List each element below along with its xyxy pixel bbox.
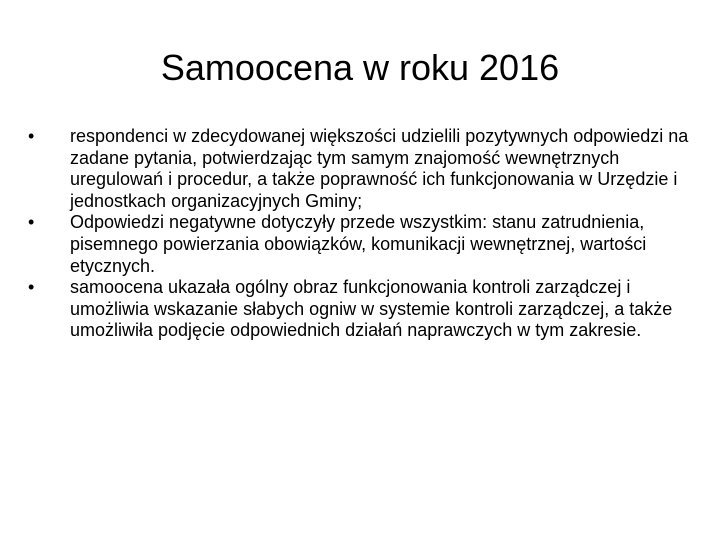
bullet-text-3: samoocena ukazała ogólny obraz funkcjonowania kontroli zarządczej i umożliwia wskazanie słabych ogniw w systemie kontroli zarządczej, a także umożliwiła podjęcie odpowiednich działań naprawczych w tym zakresie. [70, 277, 673, 341]
bullet-marker: • [28, 212, 35, 233]
bullet-item-1 [28, 126, 708, 212]
bullet-list [28, 126, 708, 342]
bullet-marker: • [28, 126, 35, 146]
bullet-marker: • [28, 277, 35, 298]
slide-title: Samoocena w roku 2016 [160, 47, 560, 88]
bullet-item-3 [28, 277, 708, 342]
bullet-text-1: respondenci w zdecydowanej większości udzielili pozytywnych odpowiedzi na zadane pytania, potwierdzając tym samym znajomość wewnętrznych uregulowań i procedur, a także poprawność ich funkcjonowania w Urzędzie i jednostkach organizacyjnych Gminy; [70, 126, 689, 211]
bullet-item-2 [28, 212, 708, 277]
bullet-text-2: Odpowiedzi negatywne dotyczyły przede wszystkim: stanu zatrudnienia, pisemnego powierzania obowiązków, komunikacji wewnętrznej, wartości etycznych. [70, 212, 647, 276]
